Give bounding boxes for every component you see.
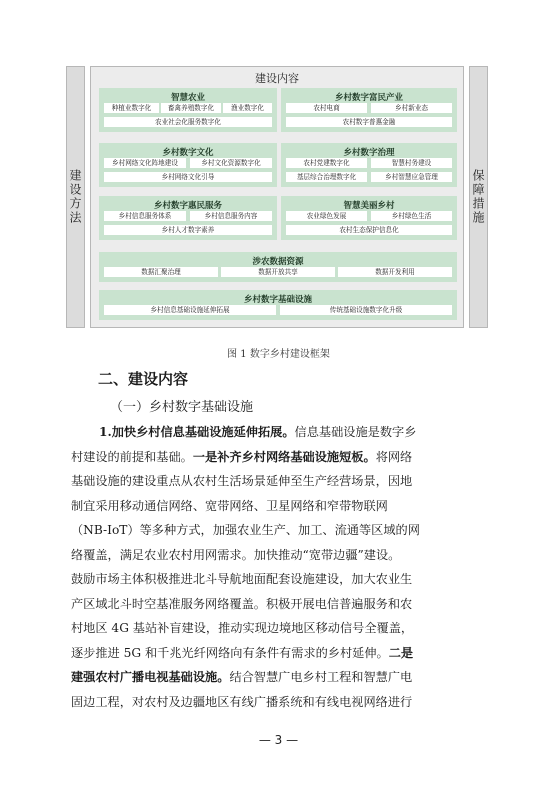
text-line: 络覆盖，满足农业农村用网需求。加快推动“宽带边疆”建设。: [71, 547, 401, 562]
figure-caption: 图 1 数字乡村建设框架: [227, 349, 330, 360]
content-title: 建设内容: [255, 72, 299, 85]
text-line: 村地区 4G 基站补盲建设，推动实现边境地区移动信号全覆盖，: [71, 621, 414, 635]
cell: 乡村网络文化引导: [104, 172, 272, 182]
cell: 农业社会化服务数字化: [104, 117, 272, 127]
cell: 乡村信息基础设施延伸拓展: [104, 305, 276, 315]
cell: 农业绿色发展: [286, 211, 367, 221]
cell: 数据开发利用: [338, 267, 452, 277]
framework-diagram: [66, 66, 488, 328]
cell: 数据汇聚治理: [104, 267, 218, 277]
text-line: 基础设施的建设重点从农村生活场景延伸至生产经营场景，因地: [71, 474, 413, 488]
text-line: 产区域北斗时空基准服务网络覆盖。积极开展电信普遍服务和农: [71, 596, 413, 611]
cell: 农村数字普惠金融: [286, 117, 452, 127]
section-heading: 二、建设内容: [98, 370, 189, 388]
module-rural-industry: 乡村数字富民产业 农村电商 乡村新业态 农村数字普惠金融: [281, 88, 457, 132]
cell: 乡村信息服务内容: [190, 211, 272, 221]
cell: 智慧村务建设: [371, 158, 452, 168]
cell: 乡村人才数字素养: [104, 225, 272, 235]
cell: 农村党建数字化: [286, 158, 367, 168]
module-digital-infrastructure: 乡村数字基础设施 乡村信息基础设施延伸拓展 传统基础设施数字化升级: [99, 290, 457, 320]
cell: 乡村文化资源数字化: [190, 158, 272, 168]
text-line: 鼓励市场主体积极推进北斗导航地面配套设施建设，加大农业生: [71, 572, 413, 586]
cell: 乡村智慧应急管理: [371, 172, 452, 182]
cell: 畜禽养殖数字化: [161, 103, 221, 113]
cell: 乡村新业态: [371, 103, 452, 113]
module-beautiful-village: 智慧美丽乡村 农业绿色发展 乡村绿色生活 农村生态保护信息化: [281, 196, 457, 240]
cell: 渔业数字化: [223, 103, 272, 113]
body-paragraph: [71, 420, 489, 714]
content-box: [90, 66, 464, 328]
cell: 数据开放共享: [221, 267, 335, 277]
text-line: （NB-IoT）等多种方式，加强农业生产、加工、流通等区域的网: [71, 523, 420, 537]
module-smart-agriculture: 智慧农业 种植业数字化 畜禽养殖数字化 渔业数字化 农业社会化服务数字化: [99, 88, 277, 132]
cell: 乡村网络文化阵地建设: [104, 158, 186, 168]
text-line: 制宜采用移动通信网络、宽带网络、卫星网络和窄带物联网: [71, 498, 388, 513]
cell: 基层综合治理数字化: [286, 172, 367, 182]
cell: 乡村绿色生活: [371, 211, 452, 221]
text-line: 1.加快乡村信息基础设施延伸拓展。信息基础设施是数字乡: [99, 425, 417, 439]
cell: 乡村信息服务体系: [104, 211, 186, 221]
cell: 农村电商: [286, 103, 367, 113]
module-rural-governance: 乡村数字治理 农村党建数字化 智慧村务建设 基层综合治理数字化 乡村智慧应急管理: [281, 143, 457, 187]
subsection-heading: （一）乡村数字基础设施: [110, 400, 254, 415]
text-line: 固边工程，对农村及边疆地区有线广播系统和有线电视网络进行: [71, 694, 413, 709]
cell: 农村生态保护信息化: [286, 225, 452, 235]
cell: 传统基础设施数字化升级: [280, 305, 452, 315]
text-line: 建强农村广播电视基础设施。结合智慧广电乡村工程和智慧广电: [71, 670, 413, 684]
left-label-box: 建设方法: [66, 66, 85, 328]
text-line: 逐步推进 5G 和千兆光纤网络向有条件有需求的乡村延伸。二是: [71, 645, 414, 660]
module-public-service: 乡村数字惠民服务 乡村信息服务体系 乡村信息服务内容 乡村人才数字素养: [99, 196, 277, 240]
page-number: — 3 —: [258, 733, 299, 747]
text-line: 村建设的前提和基础。一是补齐乡村网络基础设施短板。将网络: [71, 449, 413, 464]
right-label-box: 保障措施: [469, 66, 488, 328]
module-rural-culture: 乡村数字文化 乡村网络文化阵地建设 乡村文化资源数字化 乡村网络文化引导: [99, 143, 277, 187]
module-data-resources: 涉农数据资源 数据汇聚治理 数据开放共享 数据开发利用: [99, 252, 457, 282]
cell: 种植业数字化: [104, 103, 159, 113]
